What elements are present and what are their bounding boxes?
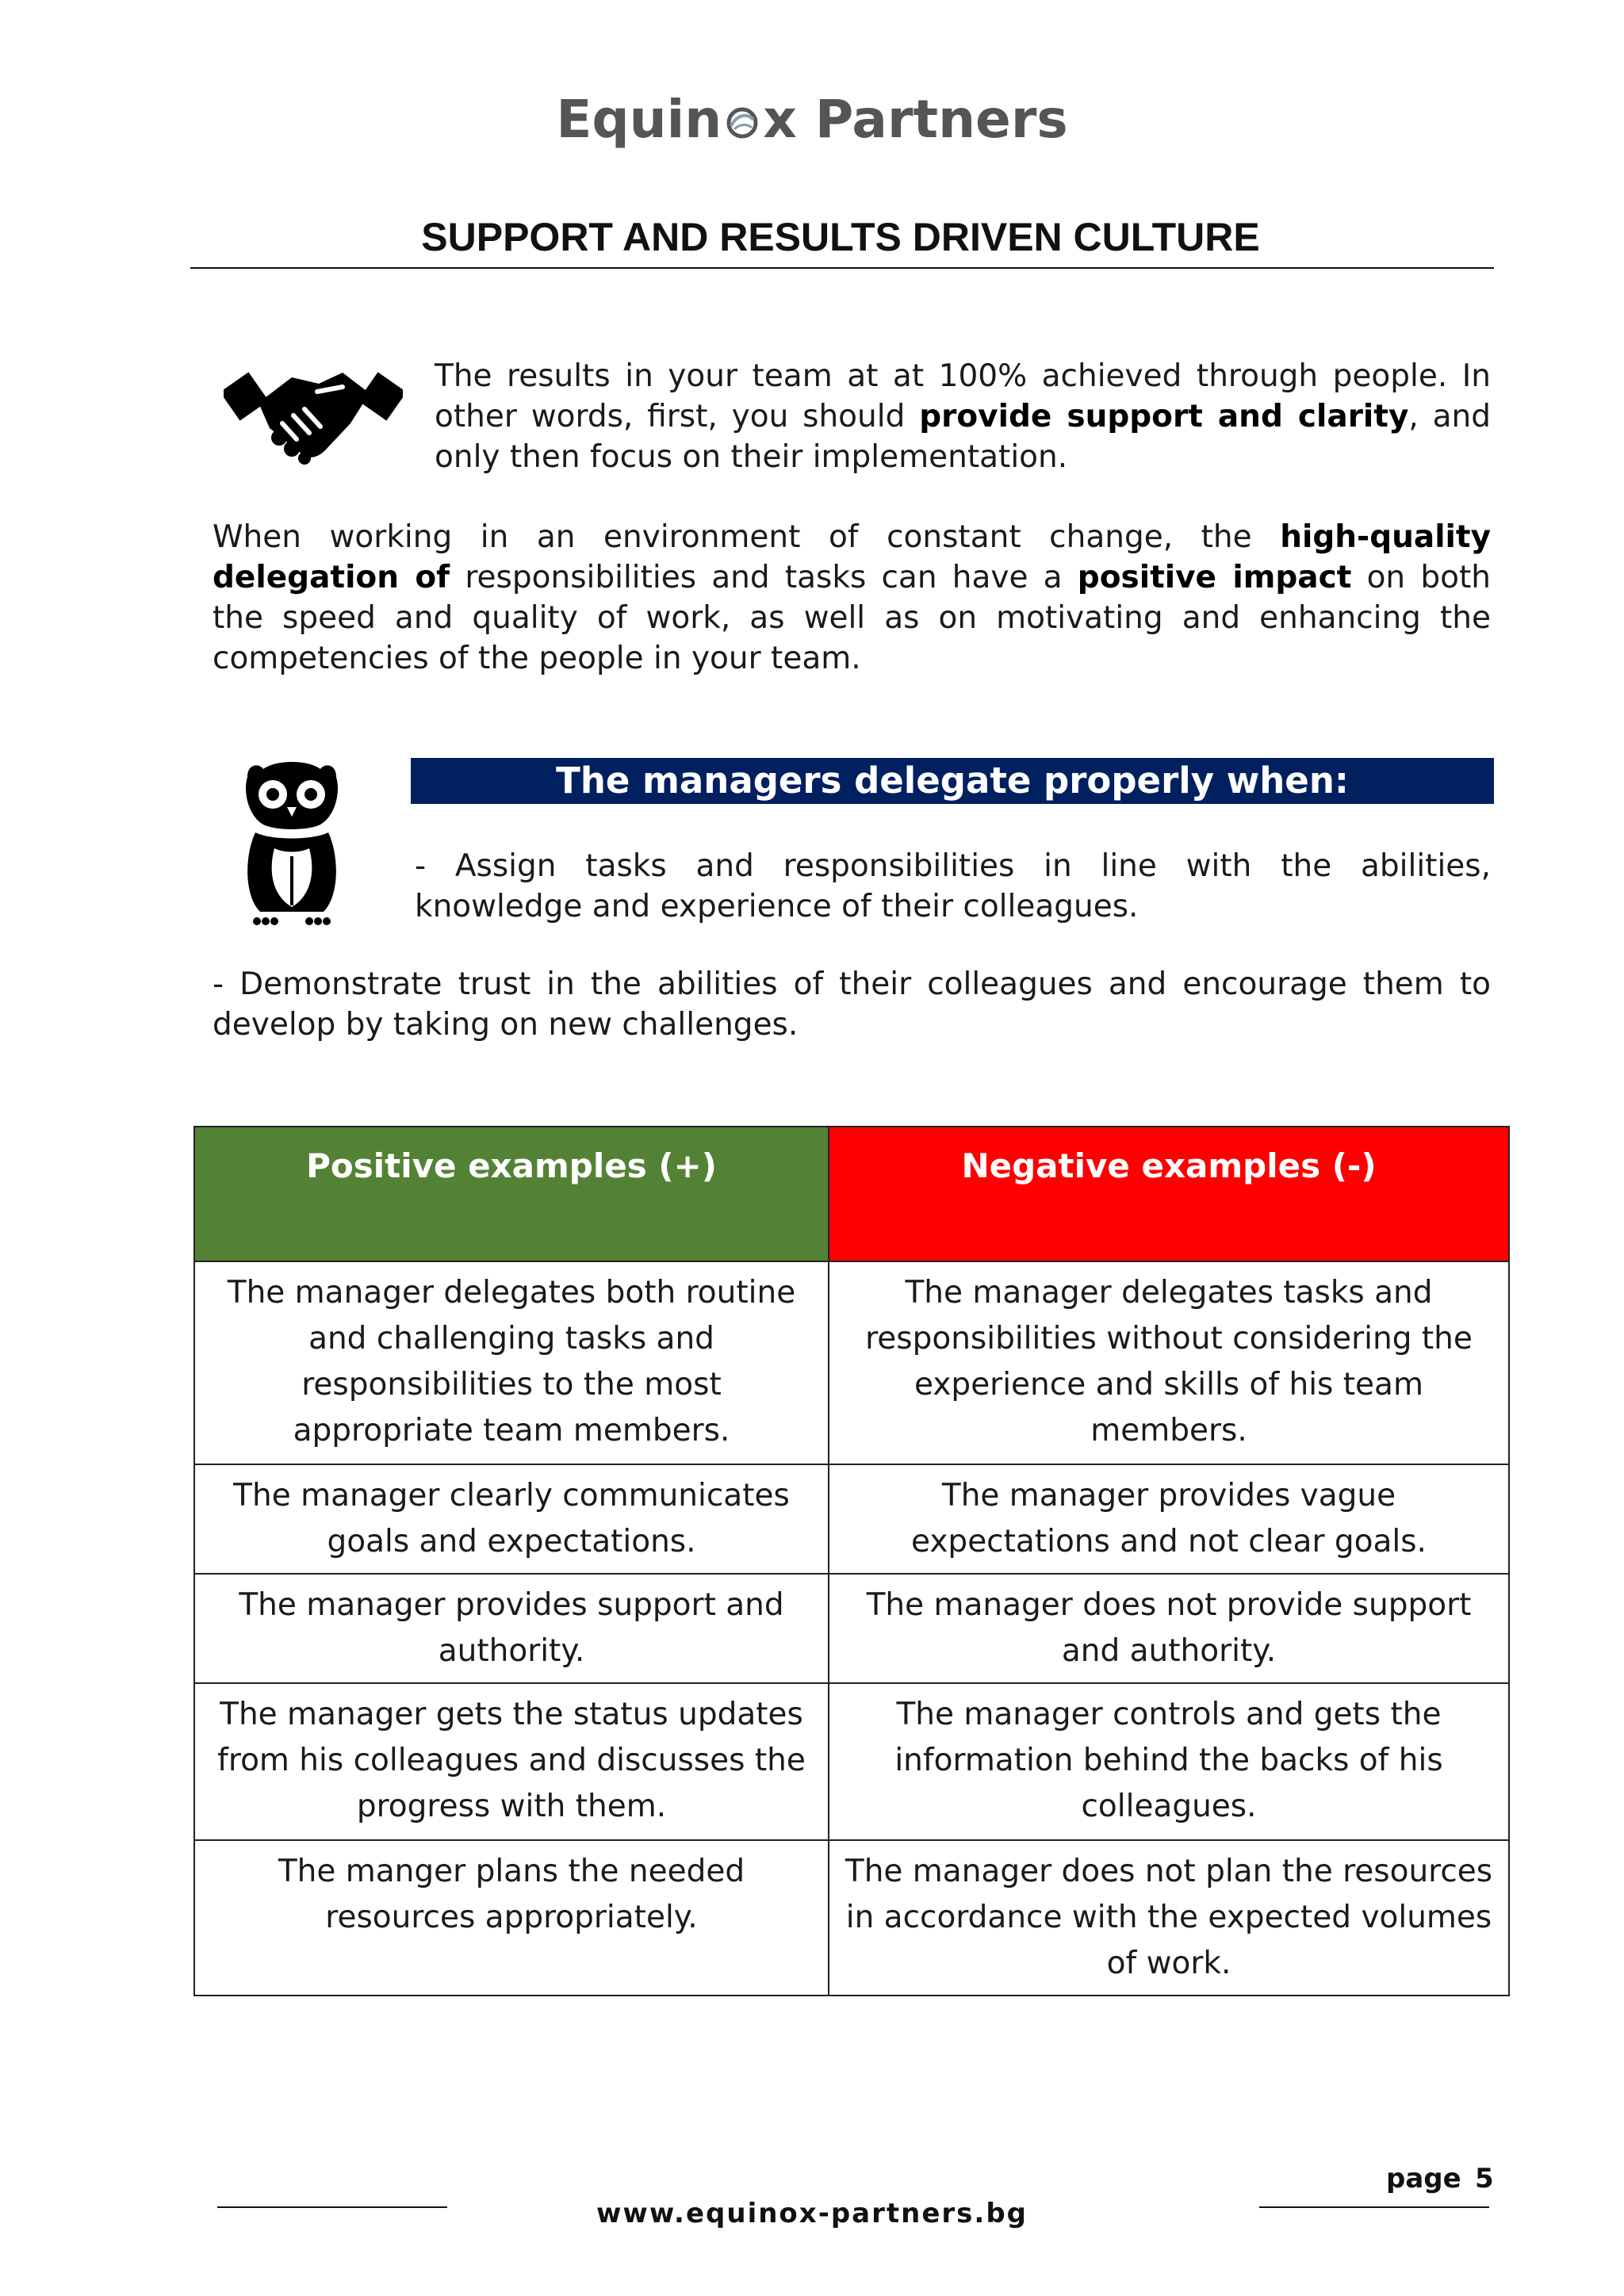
- positive-example-cell: The manager gets the status updates from his colleagues and discusses the progress with them.: [194, 1683, 829, 1840]
- logo-text-right: x Partners: [763, 89, 1068, 150]
- bullet-item-2: - Demonstrate trust in the abilities of their colleagues and encourage them to develop by taking on new challenges.: [213, 966, 1491, 1043]
- table-row: [194, 1683, 1509, 1840]
- positive-example-cell: The manager clearly communicates goals and expectations.: [194, 1464, 829, 1574]
- negative-example-cell: The manager does not provide support and authority.: [829, 1574, 1509, 1683]
- positive-example-cell: The manager provides support and authority.: [194, 1574, 829, 1683]
- table-row: [194, 1261, 1509, 1464]
- positive-example-cell: The manger plans the needed resources appropriately.: [194, 1840, 829, 1996]
- equinox-swirl-logo-icon: [723, 92, 761, 153]
- table-row: [194, 1840, 1509, 1996]
- page-title: SUPPORT AND RESULTS DRIVEN CULTURE: [421, 215, 1260, 259]
- intro-text-1: The results in your team at at 100% achieved through people. In other words, first, you should: [435, 358, 1491, 434]
- intro-paragraph: [435, 356, 1491, 477]
- body-text-2: responsibilities and tasks can have a: [450, 560, 1078, 595]
- examples-table: [193, 1126, 1510, 1996]
- page-label: page: [1386, 2163, 1461, 2195]
- intro-bold-1: provide support and clarity: [919, 399, 1409, 434]
- handshake-icon: [224, 355, 403, 466]
- body-text-3: on both the speed and quality of work, as well as on motivating and enhancing the competencies of the people in your team.: [213, 560, 1491, 676]
- negative-example-cell: The manager provides vague expectations and not clear goals.: [829, 1464, 1509, 1574]
- positive-example-cell: The manager delegates both routine and challenging tasks and responsibilities to the most appropriate team members.: [194, 1261, 829, 1464]
- logo-text-left: Equin: [556, 89, 722, 150]
- positive-examples-header: Positive examples (+): [194, 1127, 829, 1261]
- table-header-row: [194, 1127, 1509, 1261]
- body-bold-2: positive impact: [1077, 560, 1352, 595]
- company-logo: [0, 89, 1624, 153]
- intro-text-2: , and only then focus on their implementation.: [435, 399, 1491, 475]
- bullet-item-1: - Assign tasks and responsibilities in line with the abilities, knowledge and experience of their colleagues.: [415, 848, 1491, 924]
- negative-examples-header: Negative examples (-): [829, 1127, 1509, 1261]
- body-bold-1: high-quality delegation of: [213, 519, 1491, 595]
- negative-example-cell: The manager delegates tasks and responsibilities without considering the experience and skills of his team members.: [829, 1261, 1509, 1464]
- table-row: [194, 1464, 1509, 1574]
- footer-website-link[interactable]: www.equinox-partners.bg: [596, 2198, 1028, 2229]
- page-number: 5: [1475, 2163, 1494, 2195]
- negative-example-cell: The manager does not plan the resources in accordance with the expected volumes of work.: [829, 1840, 1509, 1996]
- table-row: [194, 1574, 1509, 1683]
- negative-example-cell: The manager controls and gets the information behind the backs of his colleagues.: [829, 1683, 1509, 1840]
- body-text-1: When working in an environment of constant change, the: [213, 519, 1281, 555]
- title-underline: [190, 267, 1494, 269]
- body-paragraph: [213, 517, 1491, 679]
- delegation-banner: The managers delegate properly when:: [411, 758, 1494, 804]
- owl-icon: [236, 761, 347, 929]
